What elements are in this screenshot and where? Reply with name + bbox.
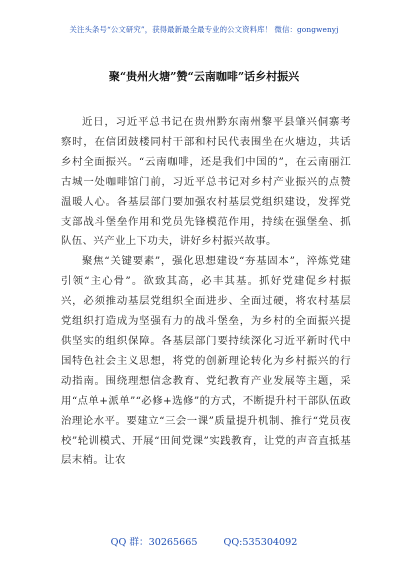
document-title: 聚“贵州火塘”赞“云南咖啡”话乡村振兴 <box>108 70 300 83</box>
footer-qq-group: QQ 群：30265665 <box>110 537 198 548</box>
body-paragraph-1: 近日，习近平总书记在贵州黔东南州黎平县肇兴侗寨考察时，在信团鼓楼同村干部和村民代表围坐在火塘边，共话乡村全面振兴。“云南咖啡，还是我们中国的”，在云南丽江古城一处咖啡馆门前，习近平总书记对乡村产业振兴的点赞温暖人心。各基层部门要加强农村基层党组织建设，发挥党支部战斗堡垒作用和党员先锋模范作用，持续在强堡垒、抓队伍、兴产业上下功夫，讲好乡村振兴故事。 <box>61 116 351 248</box>
top-banner: 关注头条号“公文研究”，获得最新最全最专业的公文资料库！ 微信：gongwenyj <box>69 25 339 34</box>
body-paragraph-2: 聚焦“关键要素”，强化思想建设“夯基固本”，淬炼党建引领“主心骨”。欲致其高，必丰其基。抓好党建促乡村振兴，必须推动基层党组织全面进步、全面过硬，将农村基层党组织打造成为坚强有力的战斗堡垒，为乡村的全面振兴提供坚实的组织保障。各基层部门要持续深化习近平新时代中国特色社会主义思想，将党的创新理论转化为乡村振兴的行动指南。围绕理想信念教育、党纪教育产业发展等主题，采用“点单+派单”“必修+选修”的方式，不断提升村干部队伍政治理论水平。要建立“三会一课”质量提升机制、推行“党员夜校”轮训模式、开展“田间党课”实践教育，让党的声音直抵基层末梢。让农 <box>61 255 351 467</box>
document-body <box>61 113 351 471</box>
footer-qq-contact: QQ:535304092 <box>223 537 298 548</box>
footer-contact-bar <box>0 534 408 548</box>
